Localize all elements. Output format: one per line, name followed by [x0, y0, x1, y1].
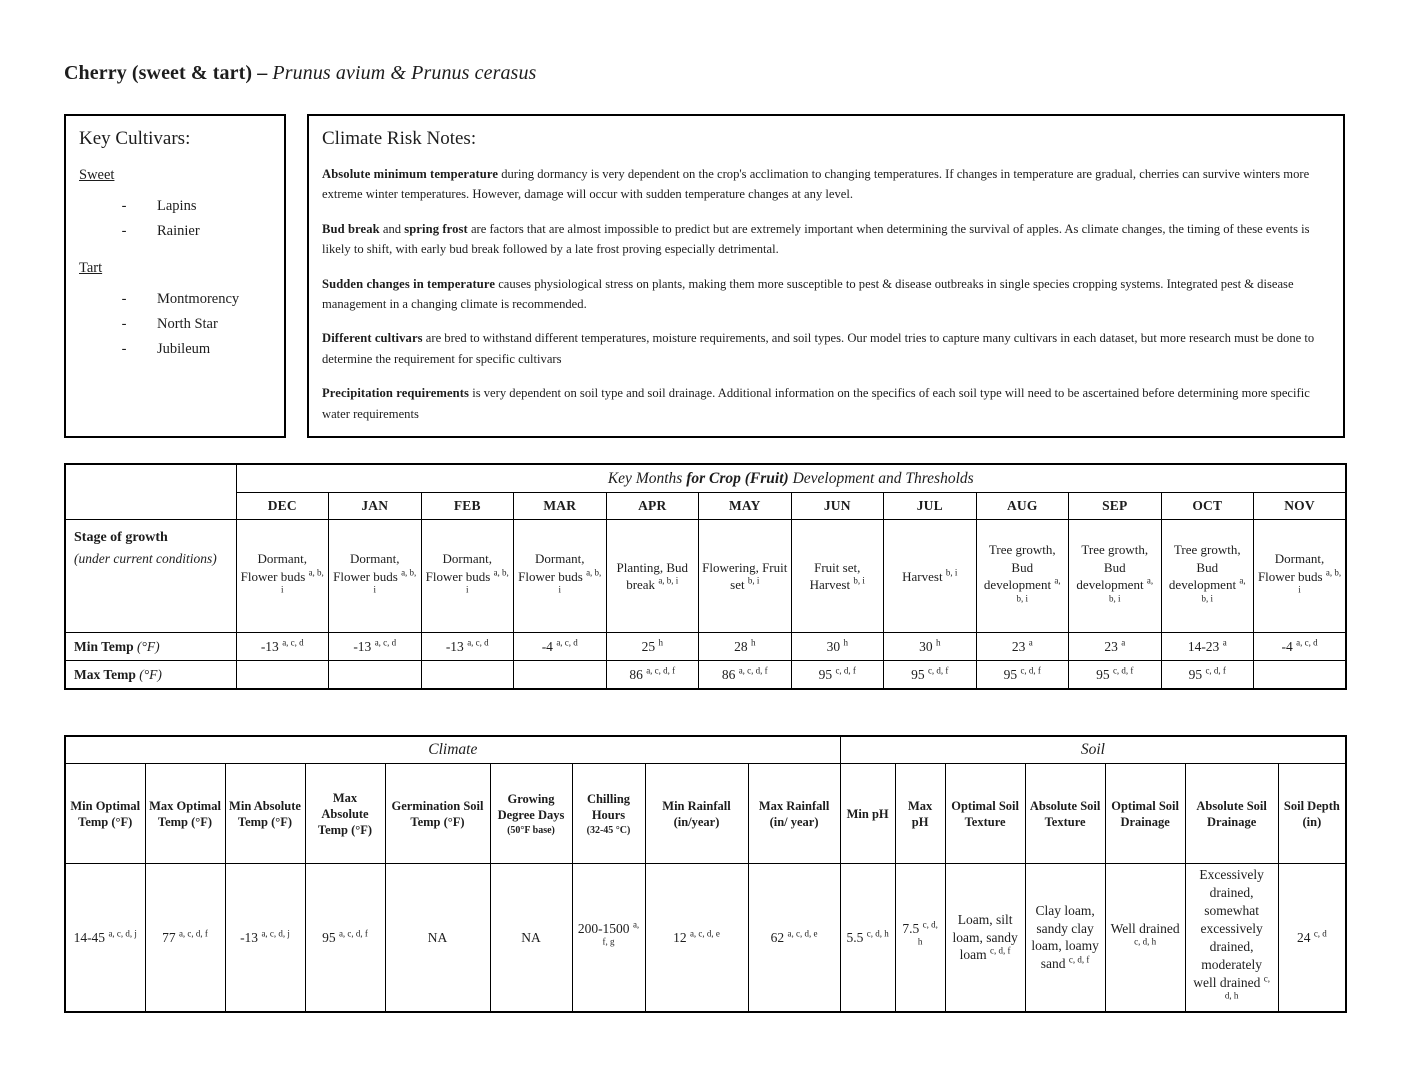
cell-footnote-refs: c, d, f — [1205, 665, 1226, 676]
stage-cell-may — [699, 520, 792, 633]
column-header-text: Growing Degree Days — [497, 792, 565, 823]
data-cell-optimal-soil-drainage — [1105, 864, 1185, 1012]
min-temp-row-cell-oct — [1161, 633, 1254, 661]
min-temp-row-cell-apr — [606, 633, 699, 661]
cell-footnote-refs: a, b, i — [373, 567, 417, 595]
cultivar-list-sweet — [79, 194, 271, 243]
cell-footnote-refs: a, c, d — [467, 637, 489, 648]
month-header-aug: AUG — [976, 493, 1069, 520]
title-species-name: Prunus avium & Prunus cerasus — [272, 62, 537, 84]
min-temp-row-cell-sep — [1069, 633, 1162, 661]
note-paragraph-2 — [322, 219, 1325, 260]
min-temp-row-cell-nov — [1254, 633, 1347, 661]
cell-value: 62 — [770, 929, 788, 945]
cell-footnote-refs: c, d, h — [866, 928, 889, 939]
note-lead-term: spring frost — [404, 221, 468, 236]
cell-value: 95 — [1003, 666, 1021, 682]
cell-value: Dormant, Flower buds — [518, 551, 587, 584]
cultivar-item — [79, 337, 271, 362]
column-header-chilling-hours — [572, 764, 645, 864]
cs-data-row — [65, 864, 1346, 1012]
cell-footnote-refs: a — [1121, 637, 1126, 648]
cell-footnote-refs: a — [1028, 637, 1033, 648]
max-temp-row-cell-aug — [976, 661, 1069, 689]
column-header-text: Min Rainfall (in/year) — [662, 798, 731, 829]
column-header-optimal-soil-texture — [945, 764, 1025, 864]
max-temp-row-cell-feb — [421, 661, 514, 689]
cell-footnote-refs: h — [658, 637, 663, 648]
cell-value: Loam, silt loam, sandy loam — [952, 911, 1018, 963]
cell-value: 7.5 — [902, 921, 923, 937]
cell-footnote-refs: h — [935, 637, 941, 648]
cell-footnote-refs: a, b, i — [1298, 567, 1342, 595]
column-header-text: Optimal Soil Texture — [951, 798, 1019, 829]
month-header-nov: NOV — [1254, 493, 1347, 520]
column-header-subtext: (32-45 °C) — [586, 824, 631, 836]
cell-value: 30 — [826, 638, 844, 654]
temp-label-unit: (°F) — [139, 666, 162, 682]
column-header-absolute-soil-drainage — [1185, 764, 1278, 864]
months-title-segment: for Crop (Fruit) — [686, 469, 789, 487]
note-text: are bred to withstand different temperatures, moisture requirements, and soil types. Our model tries to capture many cultivars in each dataset, but more research must be done to determine the requirement for specific cultivars — [322, 331, 1315, 366]
data-cell-absolute-soil-texture — [1025, 864, 1105, 1012]
cell-value: 28 — [734, 638, 751, 654]
cell-value: 24 — [1296, 929, 1314, 945]
cell-footnote-refs: a, c, d, f — [178, 928, 208, 939]
list-dash-marker: - — [121, 315, 127, 332]
column-header-text: Chilling Hours — [586, 792, 631, 823]
cell-footnote-refs: a, c, d, f — [338, 928, 368, 939]
cell-value: -4 — [541, 638, 557, 654]
group-header-climate: Climate — [65, 736, 840, 764]
cell-footnote-refs: a — [1222, 637, 1227, 648]
cell-value: Dormant, Flower buds — [1257, 551, 1326, 584]
column-header-text: Max Absolute Temp (°F) — [317, 790, 373, 838]
months-table-title — [236, 464, 1346, 493]
max-temp-row — [65, 661, 1346, 689]
column-header-text: Min Absolute Temp (°F) — [229, 798, 301, 829]
cell-value: Dormant, Flower buds — [333, 551, 402, 584]
note-text: during dormancy is very dependent on the crop's acclimation to changing temperatures. If changes in temperature are gradual, cherries can survive winters more extreme winter temperatures. However, damage will occur with sudden temperature changes at any level. — [322, 167, 1310, 202]
climate-risk-notes-box — [307, 114, 1345, 438]
data-cell-chilling-hours — [572, 864, 645, 1012]
min-temp-row-cell-jan — [329, 633, 422, 661]
cell-value: Dormant, Flower buds — [425, 551, 494, 584]
months-title-segment: Key Months — [607, 469, 687, 487]
month-header-row — [65, 493, 1346, 520]
note-lead-term: Bud break — [322, 221, 380, 236]
cell-value: -13 — [240, 929, 262, 945]
column-header-text: Max pH — [907, 798, 933, 829]
cell-value: 86 — [721, 666, 739, 682]
cell-value: Dormant, Flower buds — [240, 551, 309, 584]
cell-value: 77 — [162, 929, 179, 945]
max-temp-row-cell-jan — [329, 661, 422, 689]
cell-value: -4 — [1281, 638, 1297, 654]
column-header-text: Max Rainfall (in/ year) — [758, 798, 830, 829]
cell-value: 23 — [1011, 638, 1029, 654]
cultivar-item — [79, 194, 271, 219]
note-lead-term: Sudden changes in temperature — [322, 276, 496, 291]
cell-value: 5.5 — [846, 929, 867, 945]
stage-label-bold: Stage of growth — [74, 530, 168, 546]
column-header-text: Soil Depth (in) — [1283, 798, 1340, 829]
cell-value: 200-1500 — [577, 921, 633, 937]
max-temp-row-cell-mar — [514, 661, 607, 689]
min-temp-row-cell-may — [699, 633, 792, 661]
cell-value: NA — [427, 929, 448, 945]
stage-cell-dec — [236, 520, 329, 633]
cs-column-header-row — [65, 764, 1346, 864]
cell-value: 12 — [673, 929, 690, 945]
cell-value: Tree growth, Bud development — [1076, 542, 1149, 593]
note-lead-term: Absolute minimum temperature — [322, 167, 499, 181]
data-cell-germination-soil-temp — [385, 864, 490, 1012]
cell-footnote-refs: c, d, f — [1068, 955, 1090, 966]
column-header-text: Max Optimal Temp (°F) — [149, 798, 221, 829]
cultivar-group-label-tart: Tart — [79, 260, 103, 277]
data-cell-max-optimal-temp — [145, 864, 225, 1012]
column-header-min-ph — [840, 764, 895, 864]
cell-footnote-refs: h — [750, 637, 756, 648]
cell-footnote-refs: a, b, i — [465, 567, 509, 595]
column-header-absolute-soil-texture — [1025, 764, 1105, 864]
cell-footnote-refs: a, b, i — [1201, 576, 1246, 604]
stage-cell-aug — [976, 520, 1069, 633]
data-cell-min-ph — [840, 864, 895, 1012]
cell-value: 14-23 — [1187, 638, 1223, 654]
max-temp-row-cell-apr — [606, 661, 699, 689]
months-table-title-row — [65, 464, 1346, 493]
months-table-corner-cell — [65, 464, 236, 520]
list-dash-marker: - — [121, 222, 127, 239]
cell-footnote-refs: a, c, d, j — [261, 928, 290, 939]
group-header-soil: Soil — [840, 736, 1346, 764]
cell-value: Excessively drained, somewhat excessively drained, moderately well drained — [1193, 867, 1264, 990]
cell-footnote-refs: a, c, d, e — [787, 928, 818, 939]
cell-value: Clay loam, sandy clay loam, loamy sand — [1031, 902, 1099, 972]
cell-value: -13 — [260, 638, 283, 654]
cell-footnote-refs: b, i — [945, 567, 958, 578]
column-header-text: Absolute Soil Drainage — [1196, 798, 1267, 829]
note-text: are factors that are almost impossible to predict but are extremely important when determining the survival of apples. As climate changes, the timing of these events is likely to shift, with early bud break followed by a late frost proving especially detrimental. — [322, 221, 1310, 257]
cs-group-header-row — [65, 736, 1346, 764]
cell-footnote-refs: c, d, f — [927, 665, 949, 676]
cell-footnote-refs: c, d, f — [1020, 665, 1041, 676]
cell-value: Tree growth, Bud development — [1168, 542, 1241, 593]
cell-footnote-refs: a, b, i — [558, 567, 602, 595]
column-header-text: Min Optimal Temp (°F) — [70, 798, 141, 829]
cell-footnote-refs: c, d — [1313, 928, 1327, 939]
cultivar-name: Lapins — [157, 198, 197, 214]
column-header-min-absolute-temp — [225, 764, 305, 864]
data-cell-growing-degree-days — [490, 864, 572, 1012]
max-temp-row-cell-jul — [884, 661, 977, 689]
cultivar-group-label-sweet: Sweet — [79, 167, 115, 183]
cell-value: 95 — [911, 666, 928, 682]
max-temp-row-cell-oct — [1161, 661, 1254, 689]
stage-label-italic: (under current conditions) — [74, 550, 217, 566]
column-header-min-rainfall — [645, 764, 748, 864]
month-header-jan: JAN — [329, 493, 422, 520]
data-cell-soil-depth — [1278, 864, 1346, 1012]
column-header-min-optimal-temp — [65, 764, 145, 864]
column-header-text: Germination Soil Temp (°F) — [391, 798, 484, 829]
min-temp-row-cell-dec — [236, 633, 329, 661]
data-cell-min-rainfall — [645, 864, 748, 1012]
max-temp-row-cell-sep — [1069, 661, 1162, 689]
cultivar-item — [79, 219, 271, 244]
cultivar-item — [79, 312, 271, 337]
cell-value: 95 — [1188, 666, 1206, 682]
cell-footnote-refs: c, d, f — [990, 946, 1011, 957]
notes-paragraphs — [322, 164, 1325, 424]
cell-value: 86 — [629, 666, 647, 682]
cell-value: 25 — [641, 638, 659, 654]
note-paragraph-5 — [322, 383, 1325, 424]
cell-footnote-refs: a, c, d, e — [689, 928, 720, 939]
cell-value: -13 — [353, 638, 375, 654]
min-temp-row-cell-jul — [884, 633, 977, 661]
key-months-table — [64, 463, 1347, 690]
stage-cell-jan — [329, 520, 422, 633]
cell-footnote-refs: a, c, d — [556, 637, 578, 648]
max-temp-row-label — [65, 661, 236, 689]
cultivars-heading: Key Cultivars: — [79, 128, 191, 149]
cultivar-list-tart — [79, 287, 271, 361]
stage-cell-apr — [606, 520, 699, 633]
stage-cell-mar — [514, 520, 607, 633]
list-dash-marker: - — [121, 198, 127, 214]
cell-value: 95 — [322, 929, 339, 945]
temp-label-bold: Max Temp — [74, 666, 140, 682]
cell-footnote-refs: a, c, d — [1296, 637, 1318, 648]
data-cell-max-ph — [895, 864, 945, 1012]
data-cell-max-rainfall — [748, 864, 840, 1012]
cultivar-item — [79, 287, 271, 312]
stage-cell-jun — [791, 520, 884, 633]
cell-footnote-refs: h — [843, 637, 848, 648]
min-temp-row-cell-aug — [976, 633, 1069, 661]
cell-value: Flowering, Fruit set — [702, 559, 788, 593]
month-header-oct: OCT — [1161, 493, 1254, 520]
cell-footnote-refs: a, c, d, f — [738, 665, 768, 676]
cell-footnote-refs: b, i — [853, 576, 865, 587]
cell-footnote-refs: a, c, d, j — [108, 928, 137, 939]
min-temp-row-cell-jun — [791, 633, 884, 661]
cell-footnote-refs: c, d, f — [1112, 665, 1134, 676]
min-temp-row-label — [65, 633, 236, 661]
column-header-growing-degree-days — [490, 764, 572, 864]
month-header-jun: JUN — [791, 493, 884, 520]
note-lead-term: Precipitation requirements — [322, 386, 470, 401]
month-header-sep: SEP — [1069, 493, 1162, 520]
stage-cell-oct — [1161, 520, 1254, 633]
column-header-subtext: (50°F base) — [507, 824, 555, 836]
stage-cell-sep — [1069, 520, 1162, 633]
stage-cell-nov — [1254, 520, 1347, 633]
note-text: and — [379, 221, 405, 236]
data-cell-absolute-soil-drainage — [1185, 864, 1278, 1012]
cell-footnote-refs: a, f, g — [602, 919, 640, 947]
column-header-soil-depth — [1278, 764, 1346, 864]
cell-value: Fruit set, Harvest — [809, 559, 861, 593]
column-header-germination-soil-temp — [385, 764, 490, 864]
data-cell-optimal-soil-texture — [945, 864, 1025, 1012]
cell-value: Tree growth, Bud development — [983, 542, 1056, 593]
stage-cell-jul — [884, 520, 977, 633]
cell-footnote-refs: c, d, h — [1224, 973, 1270, 1001]
cell-footnote-refs: a, b, i — [1108, 576, 1154, 604]
data-cell-min-absolute-temp — [225, 864, 305, 1012]
cell-value: 95 — [1096, 666, 1113, 682]
column-header-text: Optimal Soil Drainage — [1111, 798, 1179, 829]
cell-footnote-refs: c, d, f — [835, 665, 856, 676]
cell-value: 14-45 — [73, 929, 109, 945]
column-header-max-absolute-temp — [305, 764, 385, 864]
cell-footnote-refs: c, d, h — [917, 919, 938, 947]
month-header-apr: APR — [606, 493, 699, 520]
cell-footnote-refs: a, c, d, f — [646, 665, 676, 676]
cultivar-name: Rainier — [157, 222, 200, 239]
note-lead-term: Different cultivars — [322, 331, 423, 346]
cell-value: Well drained — [1110, 921, 1180, 937]
cultivar-name: Montmorency — [157, 291, 240, 308]
min-temp-row-cell-feb — [421, 633, 514, 661]
month-header-mar: MAR — [514, 493, 607, 520]
note-text: causes physiological stress on plants, making them more susceptible to pest & disease outbreaks in single species cropping systems. Integrated pest & disease management in a changing climate is recommended. — [322, 276, 1294, 311]
note-paragraph-1 — [322, 164, 1325, 205]
cell-value: Planting, Bud break — [616, 559, 688, 593]
data-cell-max-absolute-temp — [305, 864, 385, 1012]
cell-footnote-refs: b, i — [747, 576, 760, 587]
month-header-jul: JUL — [884, 493, 977, 520]
column-header-max-ph — [895, 764, 945, 864]
title-crop-name: Cherry (sweet & tart) – — [64, 62, 273, 84]
stage-cell-feb — [421, 520, 514, 633]
max-temp-row-cell-nov — [1254, 661, 1347, 689]
column-header-max-rainfall — [748, 764, 840, 864]
cell-value: 95 — [818, 666, 836, 682]
data-cell-min-optimal-temp — [65, 864, 145, 1012]
month-header-feb: FEB — [421, 493, 514, 520]
cultivar-name: North Star — [157, 315, 218, 332]
note-paragraph-3 — [322, 274, 1325, 315]
min-temp-row — [65, 633, 1346, 661]
max-temp-row-cell-jun — [791, 661, 884, 689]
cell-footnote-refs: a, c, d — [282, 637, 304, 648]
cell-value: Harvest — [902, 568, 946, 584]
column-header-max-optimal-temp — [145, 764, 225, 864]
key-cultivars-box — [64, 114, 286, 438]
cell-footnote-refs: a, c, d — [374, 637, 397, 648]
cell-footnote-refs: a, b, i — [1016, 576, 1061, 604]
list-dash-marker: - — [121, 340, 127, 357]
cultivar-name: Jubileum — [157, 340, 211, 357]
page-title — [64, 62, 1345, 85]
column-header-optimal-soil-drainage — [1105, 764, 1185, 864]
cell-value: -13 — [445, 638, 468, 654]
column-header-text: Absolute Soil Texture — [1029, 798, 1101, 829]
climate-soil-table — [64, 735, 1347, 1013]
months-title-segment: Development and Thresholds — [788, 469, 974, 487]
month-header-may: MAY — [699, 493, 792, 520]
top-row — [64, 114, 1345, 438]
note-paragraph-4 — [322, 328, 1325, 369]
temp-label-unit: (°F) — [137, 638, 160, 654]
cell-footnote-refs: a, b, i — [658, 576, 679, 587]
stage-of-growth-label — [65, 520, 236, 633]
temp-label-bold: Min Temp — [74, 638, 138, 654]
stage-of-growth-row — [65, 520, 1346, 633]
notes-heading: Climate Risk Notes: — [322, 128, 477, 149]
cultivar-groups — [79, 167, 271, 361]
column-header-text: Min pH — [846, 806, 889, 821]
min-temp-row-cell-mar — [514, 633, 607, 661]
cell-footnote-refs: c, d, h — [1134, 936, 1157, 947]
list-dash-marker: - — [121, 291, 127, 308]
max-temp-row-cell-may — [699, 661, 792, 689]
note-text: is very dependent on soil type and soil drainage. Additional information on the specifics of each soil type will need to be ascertained before determining more specific water requirements — [322, 386, 1310, 421]
cell-value: 30 — [919, 638, 936, 654]
cell-value: 23 — [1104, 638, 1122, 654]
cell-value: NA — [521, 929, 541, 945]
month-header-dec: DEC — [236, 493, 329, 520]
cell-footnote-refs: a, b, i — [280, 567, 324, 595]
max-temp-row-cell-dec — [236, 661, 329, 689]
